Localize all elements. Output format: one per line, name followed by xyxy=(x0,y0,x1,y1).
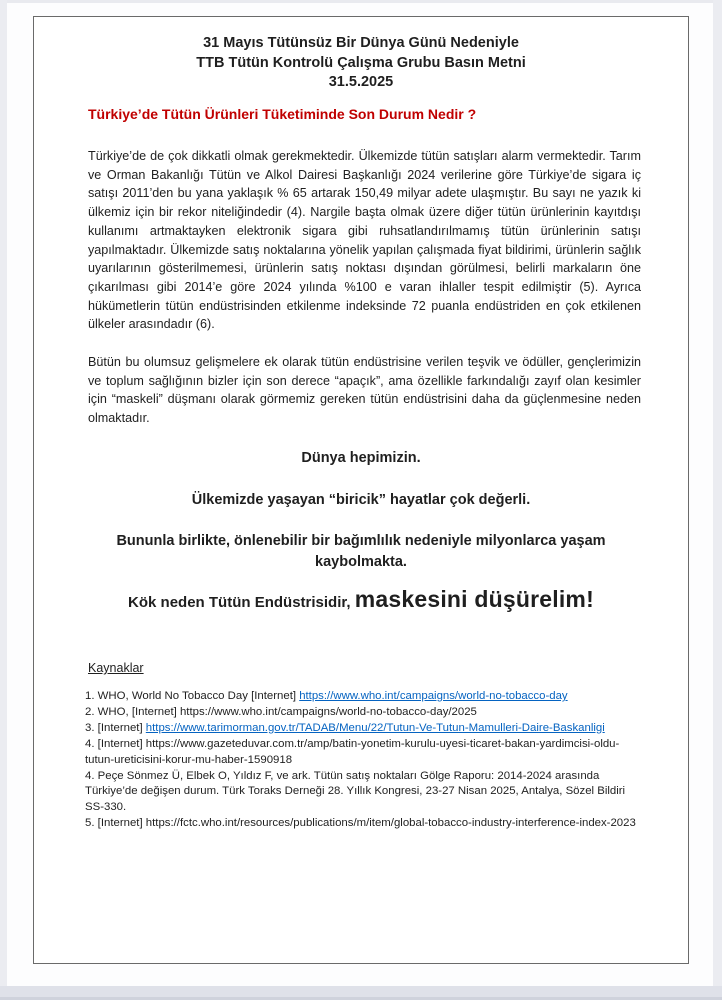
reference-item-3 xyxy=(85,721,647,737)
reference-text: 5. [Internet] https://fctc.who.int/resources/publications/m/item/global-tobacco-industry-interference-index-2023 xyxy=(85,817,636,830)
slogan-emphasis: maskesini düşürelim! xyxy=(354,586,594,612)
body-paragraph-2: Bütün bu olumsuz gelişmelere ek olarak tütün endüstrisine verilen teşvik ve ödüller, gençlerimizin ve toplum sağlığının bizler için son derece “apaçık”, ama özellikle farkındalığı zayıf olan kesimler için “maskeli” düşmanı olarak görmemiz gereken tütün endüstrisini daha da güçlenmesine neden olmaktadır. xyxy=(88,355,641,426)
reference-text: 4. Peçe Sönmez Ü, Elbek O, Yıldız F, ve ark. Tütün satış noktaları Gölge Raporu: 2014-2024 arasında Türkiye’de değişen durum. Türk Toraks Derneği 28. Yıllık Kongresi, 23-27 Nisan 2025, Antalya, Sözel Bildiri SS-330. xyxy=(85,769,626,814)
reference-item-2 xyxy=(85,705,647,721)
references-list xyxy=(85,689,647,832)
reference-text: 3. [Internet] xyxy=(85,721,146,734)
reference-text: 4. [Internet] https://www.gazeteduvar.com.tr/amp/batin-yonetim-kurulu-uyesi-ticaret-bakan-yardimcisi-oldu-tutun-ureticisini-korur-mu-haber-1590918 xyxy=(85,737,620,766)
photo-edge-bottom xyxy=(0,986,722,1000)
slogan-prefix: Kök neden Tütün Endüstrisidir, xyxy=(128,594,355,611)
references-heading: Kaynaklar xyxy=(88,661,144,675)
reference-text: 1. WHO, World No Tobacco Day [Internet] xyxy=(85,690,300,702)
statement-line-1: Dünya hepimizin. xyxy=(301,450,421,466)
reference-text: 2. WHO, [Internet] https://www.who.int/campaigns/world-no-tobacco-day/2025 xyxy=(85,705,477,718)
photo-edge-left xyxy=(0,0,7,1000)
reference-link[interactable]: https://www.who.int/campaigns/world-no-tobacco-day xyxy=(299,690,568,702)
title-line-2: TTB Tütün Kontrolü Çalışma Grubu Basın Metni xyxy=(196,54,526,71)
slogan-line xyxy=(33,586,689,613)
body-text xyxy=(88,147,641,447)
reference-item-1 xyxy=(85,689,647,705)
document-title xyxy=(33,34,689,93)
photo-edge-top xyxy=(0,0,722,3)
photo-edge-right xyxy=(713,0,722,1000)
reference-item-6 xyxy=(85,816,647,832)
body-paragraph-1: Türkiye’de de çok dikkatli olmak gerekmektedir. Ülkemizde tütün satışları alarm vermektedir. Tarım ve Orman Bakanlığı Tütün ve Alkol Dairesi Başkanlığı 2024 verilerine göre Türkiye’de sigara iç satışı 2011’den bu yana yaklaşık % 65 artarak 150,49 milyar adete ulaşmıştır. Bu sayı ne yazık ki ülkemiz için bir rekor niteliğindedir (4). Nargile başta olmak üzere diğer tütün ürünlerinin kayıtdışı kullanımı artmaktayken elektronik sigara gibi ruhsatlandırılmamış tütün ürünlerinin satışı yapılmaktadır. Ülkemizde satış noktalarına yönelik yapılan çalışmada fiyat bildirimi, ürünlerin sağlık uyarılarının gösterilmemesi, ürünlerin satış noktası dışından görülmesi, belirli markaların öne çıkarılması gibi 2014’e göre 2024 yılında %100 e varan ihlaller tespit edilmiştir (5). Ayrıca hükümetlerin tütün endüstrisinden etkilenme indeksinde 72 puanla endüstriden en çok etkilenen ülkeler arasındadır (6). xyxy=(88,149,641,332)
statement-line-2: Ülkemizde yaşayan “biricik” hayatlar çok değerli. xyxy=(191,492,531,508)
reference-item-4 xyxy=(85,737,647,769)
section-heading: Türkiye’de Tütün Ürünleri Tüketiminde Son Durum Nedir ? xyxy=(88,106,477,122)
reference-link[interactable]: https://www.tarimorman.gov.tr/TADAB/Menu/22/Tutun-Ve-Tutun-Mamulleri-Daire-Baskanligi xyxy=(145,721,605,734)
reference-item-5 xyxy=(85,769,647,817)
title-line-1: 31 Mayıs Tütünsüz Bir Dünya Günü Nedeniyle xyxy=(203,35,519,51)
statement-line-3: Bununla birlikte, önlenebilir bir bağımlılık nedeniyle milyonlarca yaşam kaybolmakta. xyxy=(116,533,606,570)
title-date: 31.5.2025 xyxy=(328,74,394,90)
